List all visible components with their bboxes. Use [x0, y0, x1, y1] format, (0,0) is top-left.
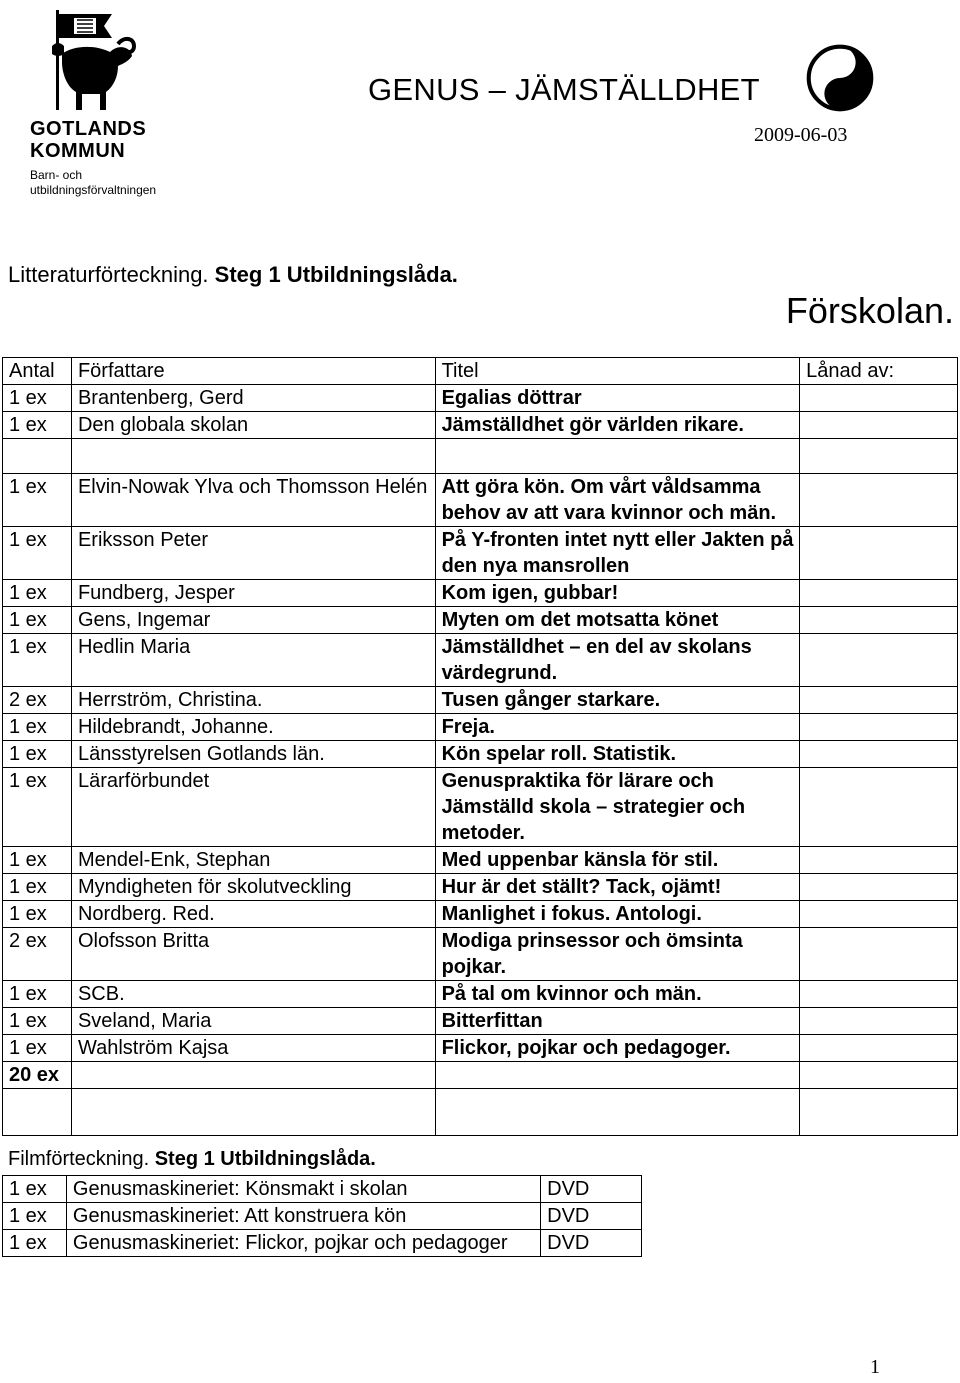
cell-borrower: [800, 714, 958, 741]
cell-author: Hildebrandt, Johanne.: [71, 714, 435, 741]
logo-subtitle: [30, 168, 170, 198]
film-cell-format: DVD: [541, 1176, 642, 1203]
film-row: [3, 1230, 642, 1257]
cell-count: [3, 439, 72, 474]
cell-title: [435, 1089, 800, 1136]
table-row: [3, 874, 958, 901]
cell-author: SCB.: [71, 981, 435, 1008]
cell-borrower: [800, 928, 958, 981]
table-row: [3, 580, 958, 607]
table-row: [3, 928, 958, 981]
cell-count: 1 ex: [3, 874, 72, 901]
cell-author: Elvin-Nowak Ylva och Thomsson Helén: [71, 474, 435, 527]
cell-borrower: [800, 741, 958, 768]
cell-count: 1 ex: [3, 474, 72, 527]
cell-title: Flickor, pojkar och pedagoger.: [435, 1035, 800, 1062]
cell-title: Bitterfittan: [435, 1008, 800, 1035]
table-row: [3, 1008, 958, 1035]
table-header-row: [3, 358, 958, 385]
cell-count: 2 ex: [3, 687, 72, 714]
table-row: [3, 439, 958, 474]
cell-title: Myten om det motsatta könet: [435, 607, 800, 634]
film-table: [2, 1175, 642, 1257]
cell-title: Freja.: [435, 714, 800, 741]
cell-author: Gens, Ingemar: [71, 607, 435, 634]
cell-title: Egalias döttrar: [435, 385, 800, 412]
film-cell-title: Genusmaskineriet: Att konstruera kön: [66, 1203, 540, 1230]
cell-title: Kom igen, gubbar!: [435, 580, 800, 607]
cell-author: Olofsson Britta: [71, 928, 435, 981]
cell-title: [435, 439, 800, 474]
cell-borrower: [800, 1035, 958, 1062]
cell-borrower: [800, 847, 958, 874]
cell-title: Jämställdhet gör världen rikare.: [435, 412, 800, 439]
film-cell-format: DVD: [541, 1203, 642, 1230]
cell-borrower: [800, 607, 958, 634]
cell-count: 1 ex: [3, 714, 72, 741]
cell-borrower: [800, 634, 958, 687]
cell-borrower: [800, 527, 958, 580]
cell-borrower: [800, 474, 958, 527]
column-header-author: Författare: [71, 358, 435, 385]
logo-sub-line1: Barn- och: [30, 168, 83, 182]
cell-borrower: [800, 901, 958, 928]
cell-count: 1 ex: [3, 768, 72, 847]
film-cell-count: 1 ex: [3, 1176, 67, 1203]
table-row: [3, 1035, 958, 1062]
cell-author: Wahlström Kajsa: [71, 1035, 435, 1062]
cell-title: Hur är det ställt? Tack, ojämt!: [435, 874, 800, 901]
cell-author: Länsstyrelsen Gotlands län.: [71, 741, 435, 768]
table-row: [3, 1062, 958, 1089]
cell-borrower: [800, 1008, 958, 1035]
cell-count: 1 ex: [3, 847, 72, 874]
table-row: [3, 741, 958, 768]
cell-count: 1 ex: [3, 634, 72, 687]
logo-name-line1: GOTLANDS: [30, 118, 147, 140]
film-row: [3, 1176, 642, 1203]
preschool-heading: Förskolan.: [785, 290, 954, 331]
cell-count: 20 ex: [3, 1062, 72, 1089]
film-cell-count: 1 ex: [3, 1230, 67, 1257]
cell-author: Den globala skolan: [71, 412, 435, 439]
cell-count: 1 ex: [3, 412, 72, 439]
cell-borrower: [800, 412, 958, 439]
cell-title: Tusen gånger starkare.: [435, 687, 800, 714]
cell-count: 1 ex: [3, 527, 72, 580]
literature-heading-plain: Litteraturförteckning.: [8, 262, 215, 287]
column-header-title: Titel: [435, 358, 800, 385]
cell-count: 1 ex: [3, 901, 72, 928]
cell-title: Genuspraktika för lärare och Jämställd skola – strategier och metoder.: [435, 768, 800, 847]
cell-borrower: [800, 580, 958, 607]
cell-count: [3, 1089, 72, 1136]
table-row: [3, 527, 958, 580]
cell-author: Herrström, Christina.: [71, 687, 435, 714]
table-row: [3, 687, 958, 714]
cell-count: 1 ex: [3, 607, 72, 634]
logo-wordmark: [30, 118, 160, 162]
cell-author: Mendel-Enk, Stephan: [71, 847, 435, 874]
literature-heading: [8, 262, 458, 288]
cell-author: Myndigheten för skolutveckling: [71, 874, 435, 901]
cell-count: 1 ex: [3, 741, 72, 768]
cell-borrower: [800, 874, 958, 901]
cell-author: Sveland, Maria: [71, 1008, 435, 1035]
cell-count: 2 ex: [3, 928, 72, 981]
literature-table: [2, 357, 958, 1136]
cell-author: Lärarförbundet: [71, 768, 435, 847]
cell-title: Att göra kön. Om vårt våldsamma behov av att vara kvinnor och män.: [435, 474, 800, 527]
logo-sub-line2: utbildningsförvaltningen: [30, 183, 157, 197]
cell-count: 1 ex: [3, 1035, 72, 1062]
cell-count: 1 ex: [3, 385, 72, 412]
cell-count: 1 ex: [3, 1008, 72, 1035]
table-row: [3, 385, 958, 412]
table-row: [3, 847, 958, 874]
cell-author: Fundberg, Jesper: [71, 580, 435, 607]
cell-title: [435, 1062, 800, 1089]
film-heading: [8, 1148, 376, 1171]
film-heading-plain: Filmförteckning.: [8, 1148, 155, 1170]
document-date: 2009-06-03: [754, 124, 848, 146]
cell-author: [71, 1089, 435, 1136]
cell-author: Eriksson Peter: [71, 527, 435, 580]
table-row: [3, 901, 958, 928]
table-row: [3, 474, 958, 527]
cell-count: 1 ex: [3, 981, 72, 1008]
cell-borrower: [800, 385, 958, 412]
column-header-count: Antal: [3, 358, 72, 385]
cell-borrower: [800, 439, 958, 474]
table-row: [3, 412, 958, 439]
page-number: 1: [870, 1356, 880, 1378]
cell-author: Hedlin Maria: [71, 634, 435, 687]
cell-borrower: [800, 1089, 958, 1136]
cell-title: Manlighet i fokus. Antologi.: [435, 901, 800, 928]
film-cell-title: Genusmaskineriet: Könsmakt i skolan: [66, 1176, 540, 1203]
table-row: [3, 981, 958, 1008]
film-row: [3, 1203, 642, 1230]
table-row: [3, 607, 958, 634]
cell-borrower: [800, 981, 958, 1008]
table-row: [3, 634, 958, 687]
logo-name-line2: KOMMUN: [30, 140, 126, 162]
cell-borrower: [800, 768, 958, 847]
film-cell-title: Genusmaskineriet: Flickor, pojkar och pedagoger: [66, 1230, 540, 1257]
cell-title: Modiga prinsessor och ömsinta pojkar.: [435, 928, 800, 981]
cell-author: Nordberg. Red.: [71, 901, 435, 928]
literature-heading-bold: Steg 1 Utbildningslåda.: [214, 262, 458, 287]
film-heading-bold: Steg 1 Utbildningslåda.: [154, 1148, 376, 1170]
cell-title: Jämställdhet – en del av skolans värdegrund.: [435, 634, 800, 687]
table-row: [3, 714, 958, 741]
cell-borrower: [800, 687, 958, 714]
film-cell-format: DVD: [541, 1230, 642, 1257]
film-cell-count: 1 ex: [3, 1203, 67, 1230]
cell-title: Med uppenbar känsla för stil.: [435, 847, 800, 874]
table-row: [3, 1089, 958, 1136]
cell-author: [71, 439, 435, 474]
cell-author: Brantenberg, Gerd: [71, 385, 435, 412]
literature-table-body: [3, 358, 958, 1136]
film-table-body: [3, 1176, 642, 1257]
document-title: GENUS – JÄMSTÄLLDHET: [368, 72, 760, 107]
column-header-borrower: Lånad av:: [800, 358, 958, 385]
cell-title: På tal om kvinnor och män.: [435, 981, 800, 1008]
cell-borrower: [800, 1062, 958, 1089]
cell-author: [71, 1062, 435, 1089]
cell-title: Kön spelar roll. Statistik.: [435, 741, 800, 768]
cell-title: På Y-fronten intet nytt eller Jakten på den nya mansrollen: [435, 527, 800, 580]
cell-count: 1 ex: [3, 580, 72, 607]
yin-yang-icon: [806, 44, 874, 112]
table-row: [3, 768, 958, 847]
